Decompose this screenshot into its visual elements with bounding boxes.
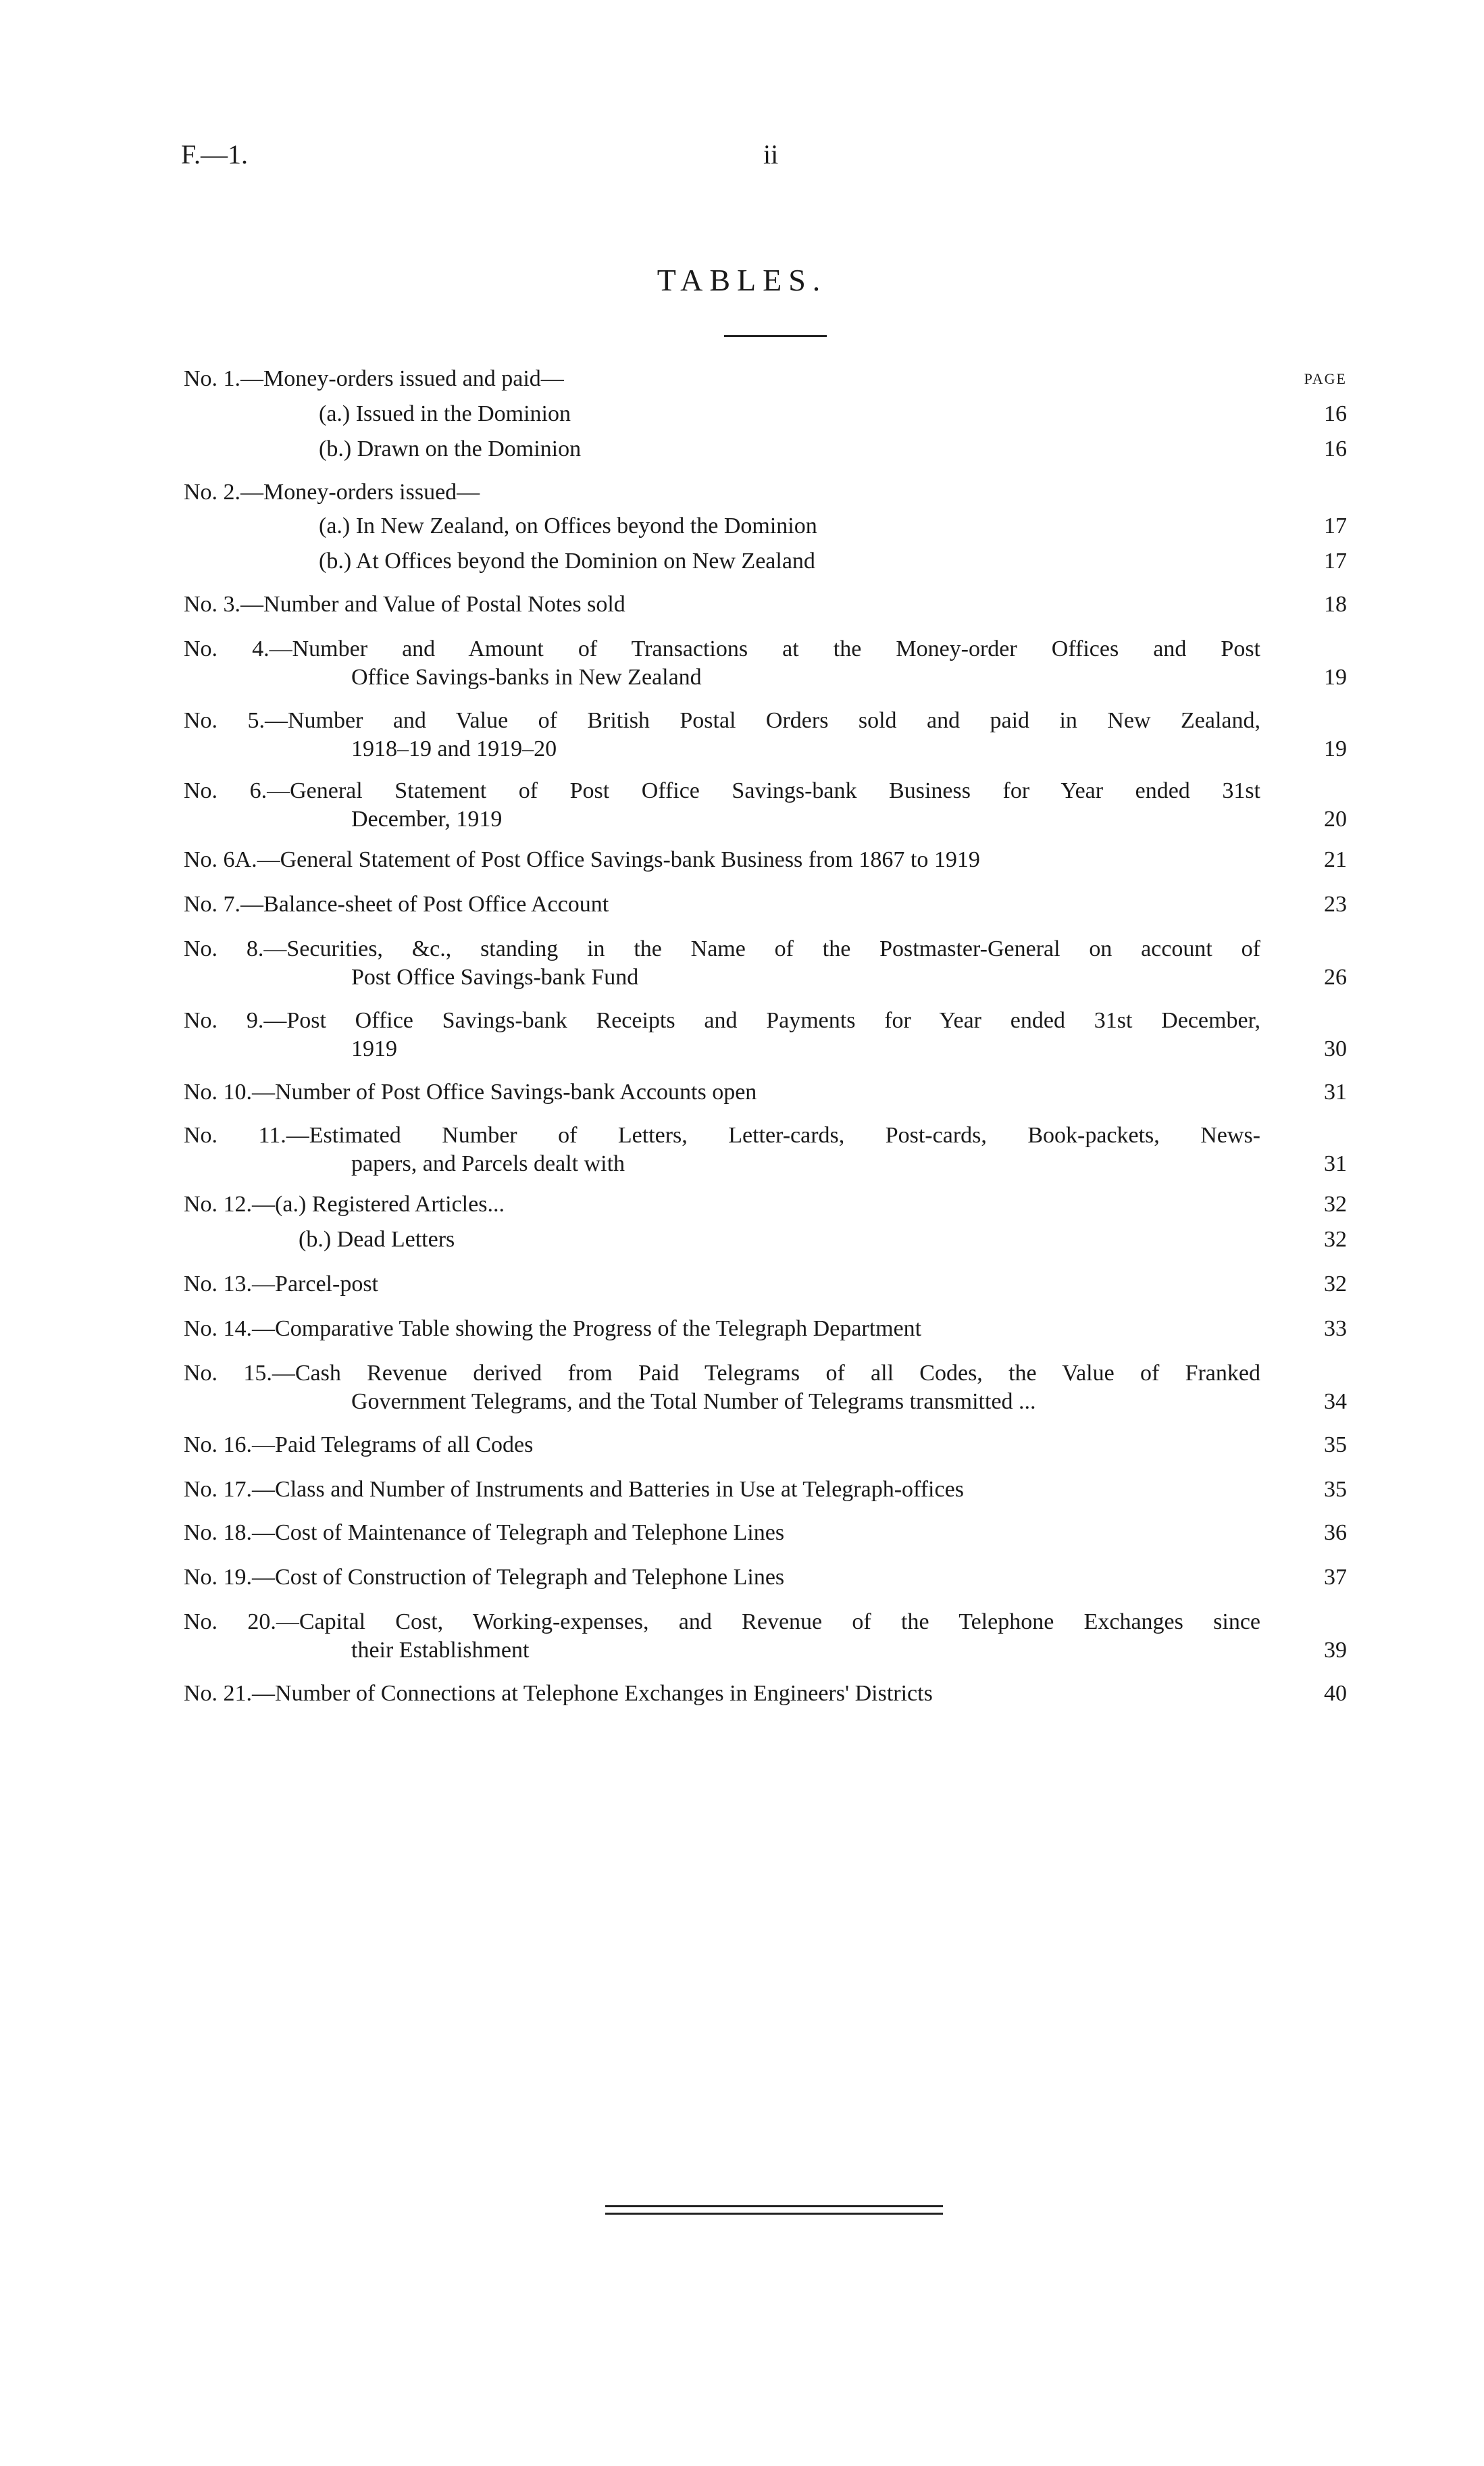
toc-entry-title: No. 6A.—General Statement of Post Office Savings-bank Business from 1867 to 1919 <box>184 847 980 872</box>
toc-entry-title: No. 2.—Money-orders issued— <box>184 480 480 505</box>
toc-entry-continuation: Government Telegrams, and the Total Number of Telegrams transmitted ... <box>351 1389 1036 1414</box>
toc-entry-title: (b.) Drawn on the Dominion <box>319 436 582 461</box>
toc-entry-page: 40 <box>1324 1681 1347 1706</box>
document-reference: F.—1. <box>181 139 249 170</box>
toc-entry-page: 34 <box>1324 1389 1347 1414</box>
toc-entry-title: No. 15.—Cash Revenue derived from Paid Telegrams of all Codes, the Value of Franked <box>184 1361 1260 1386</box>
toc-entry-page: 37 <box>1324 1565 1347 1590</box>
toc-entry-page: 35 <box>1324 1432 1347 1457</box>
toc-entry-title: No. 1.—Money-orders issued and paid— <box>184 366 564 391</box>
toc-entry-title: No. 5.—Number and Value of British Postal Orders sold and paid in New Zealand, <box>184 708 1260 733</box>
toc-entry-page: 36 <box>1324 1520 1347 1545</box>
toc-entry-title: No. 17.—Class and Number of Instruments and Batteries in Use at Telegraph-offices <box>184 1477 964 1502</box>
toc-entry-continuation: 1919 <box>351 1036 397 1061</box>
toc-entry-title: No. 19.—Cost of Construction of Telegraph and Telephone Lines <box>184 1565 785 1590</box>
toc-entry-title: (a.) Issued in the Dominion <box>319 401 571 426</box>
page-number: ii <box>763 139 779 170</box>
toc-entry-page: 18 <box>1324 592 1347 617</box>
toc-entry-page: 31 <box>1324 1080 1347 1105</box>
toc-entry-page: 32 <box>1324 1272 1347 1297</box>
closing-double-rule <box>605 2205 943 2215</box>
page-header <box>0 139 1484 179</box>
toc-entry-continuation: December, 1919 <box>351 807 503 832</box>
toc-entry-page: 16 <box>1324 436 1347 461</box>
toc-entry-page: 39 <box>1324 1638 1347 1663</box>
toc-entry-title: No. 3.—Number and Value of Postal Notes sold <box>184 592 625 617</box>
page-title: TABLES. <box>657 263 827 297</box>
toc-entry-title: No. 10.—Number of Post Office Savings-bank Accounts open <box>184 1080 757 1105</box>
toc-entry-page: 30 <box>1324 1036 1347 1061</box>
toc-entry-page: 17 <box>1324 549 1347 574</box>
title-rule <box>724 335 827 337</box>
page-column-heading: PAGE <box>1304 370 1347 387</box>
toc-entry-title: (a.) In New Zealand, on Offices beyond the Dominion <box>319 513 817 538</box>
toc-entry-title: No. 6.—General Statement of Post Office Savings-bank Business for Year ended 31st <box>184 778 1260 803</box>
toc-entry-continuation: their Establishment <box>351 1638 530 1663</box>
toc-entry-page: 31 <box>1324 1151 1347 1176</box>
toc-entry-page: 32 <box>1324 1227 1347 1252</box>
toc-entry-continuation: Post Office Savings-bank Fund <box>351 965 639 990</box>
toc-entry-title: No. 4.—Number and Amount of Transactions at the Money-order Offices and Post <box>184 636 1260 661</box>
toc-entry-page: 16 <box>1324 401 1347 426</box>
toc-entry-title: No. 9.—Post Office Savings-bank Receipts and Payments for Year ended 31st December, <box>184 1008 1260 1033</box>
toc-entry-title: No. 14.—Comparative Table showing the Progress of the Telegraph Department <box>184 1316 922 1341</box>
toc-entry-page: 32 <box>1324 1192 1347 1217</box>
toc-entry-title: No. 13.—Parcel-post <box>184 1272 379 1297</box>
toc-entry-title: No. 11.—Estimated Number of Letters, Letter-cards, Post-cards, Book-packets, News- <box>184 1123 1260 1148</box>
toc-entry-continuation: Office Savings-banks in New Zealand <box>351 665 702 690</box>
toc-entry-page: 17 <box>1324 513 1347 538</box>
toc-entry-title: No. 12.—(a.) Registered Articles... <box>184 1192 505 1217</box>
toc-entry-continuation: papers, and Parcels dealt with <box>351 1151 625 1176</box>
toc-entry-title: No. 7.—Balance-sheet of Post Office Account <box>184 892 609 917</box>
toc-entry-continuation: 1918–19 and 1919–20 <box>351 736 557 761</box>
toc-entry-page: 35 <box>1324 1477 1347 1502</box>
toc-entry-title: (b.) At Offices beyond the Dominion on New Zealand <box>319 549 815 574</box>
toc-entry-title: No. 16.—Paid Telegrams of all Codes <box>184 1432 534 1457</box>
toc-entry-title: No. 18.—Cost of Maintenance of Telegraph and Telephone Lines <box>184 1520 785 1545</box>
toc-entry-page: 19 <box>1324 665 1347 690</box>
toc-entry-page: 20 <box>1324 807 1347 832</box>
toc-entry-page: 23 <box>1324 892 1347 917</box>
toc-entry-title: (b.) Dead Letters <box>299 1227 455 1252</box>
toc-entry-page: 19 <box>1324 736 1347 761</box>
toc-entry-title: No. 21.—Number of Connections at Telephone Exchanges in Engineers' Districts <box>184 1681 933 1706</box>
toc-entry-page: 21 <box>1324 847 1347 872</box>
toc-entry-page: 26 <box>1324 965 1347 990</box>
toc-entry-title: No. 8.—Securities, &c., standing in the Name of the Postmaster-General on account of <box>184 936 1260 961</box>
toc-entry-title: No. 20.—Capital Cost, Working-expenses, and Revenue of the Telephone Exchanges since <box>184 1609 1260 1634</box>
toc-entry-page: 33 <box>1324 1316 1347 1341</box>
